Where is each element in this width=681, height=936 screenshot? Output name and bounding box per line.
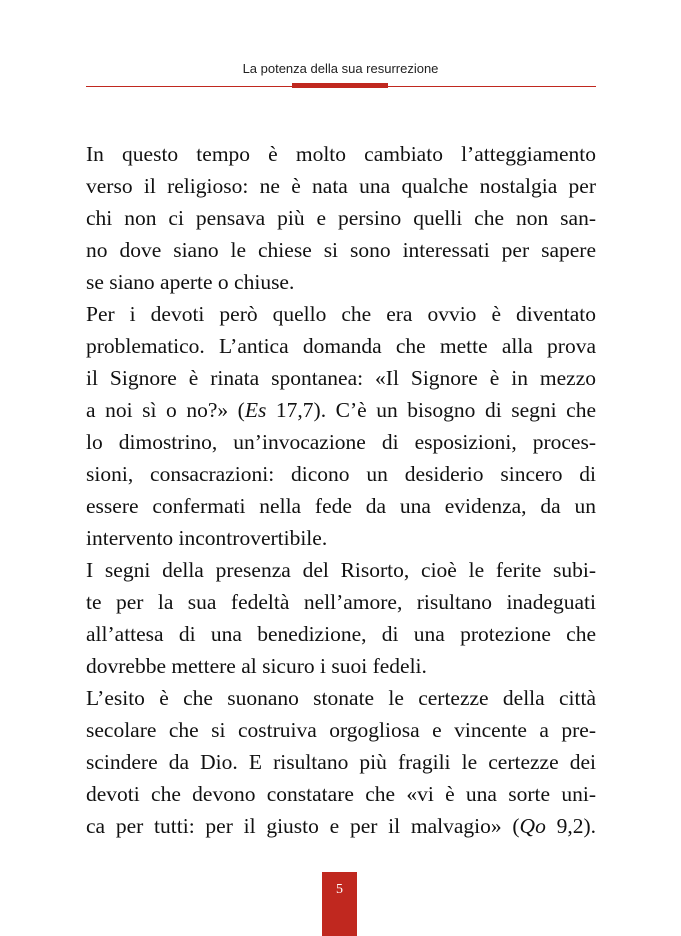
text-line-mixed xyxy=(86,810,596,842)
text-line: chi non ci pensava più e persino quelli che non san- xyxy=(86,206,596,230)
text-line: secolare che si costruiva orgogliosa e vincente a pre- xyxy=(86,718,596,742)
text-line: il Signore è rinata spontanea: «Il Signore è in mezzo xyxy=(86,366,596,390)
text-line: scindere da Dio. E risultano più fragili le certezze dei xyxy=(86,750,596,774)
text-line: intervento incontrovertibile. xyxy=(86,526,328,550)
paragraph-4 xyxy=(86,682,596,842)
text-line: all’attesa di una benedizione, di una protezione che xyxy=(86,622,596,646)
text-line: L’esito è che suonano stonate le certezze della città xyxy=(86,686,596,710)
running-header-title: La potenza della sua resurrezione xyxy=(242,61,439,76)
text-line: te per la sua fedeltà nell’amore, risultano inadeguati xyxy=(86,590,596,614)
paragraph-3 xyxy=(86,554,596,682)
text-fragment: a noi sì o no?» ( xyxy=(86,398,245,422)
text-fragment: 9,2). xyxy=(545,814,596,838)
text-line: devoti che devono constatare che «vi è una sorte uni- xyxy=(86,782,596,806)
paragraph-1 xyxy=(86,138,596,298)
text-line: no dove siano le chiese si sono interessati per sapere xyxy=(86,238,596,262)
text-line: problematico. L’antica domanda che mette alla prova xyxy=(86,334,596,358)
text-line-mixed xyxy=(86,394,596,426)
text-line: lo dimostrino, un’invocazione di esposizioni, proces- xyxy=(86,430,596,454)
citation-book: Es xyxy=(244,398,267,422)
text-line: dovrebbe mettere al sicuro i suoi fedeli. xyxy=(86,654,427,678)
text-line: In questo tempo è molto cambiato l’atteggiamento xyxy=(86,142,596,166)
header-accent-bar xyxy=(292,83,388,88)
text-line: se siano aperte o chiuse. xyxy=(86,270,295,294)
body-text xyxy=(86,138,596,842)
paragraph-2 xyxy=(86,298,596,554)
text-fragment: 17,7). C’è un bisogno di segni che xyxy=(266,398,596,422)
text-line: essere confermati nella fede da una evidenza, da un xyxy=(86,494,596,518)
text-line: sioni, consacrazioni: dicono un desiderio sincero di xyxy=(86,462,596,486)
text-line: verso il religioso: ne è nata una qualche nostalgia per xyxy=(86,174,596,198)
text-fragment: ca per tutti: per il giusto e per il malvagio» ( xyxy=(86,814,520,838)
page-number: 5 xyxy=(336,882,343,897)
page-number-tab xyxy=(322,872,357,936)
text-line: I segni della presenza del Risorto, cioè le ferite subi- xyxy=(86,558,596,582)
citation-book: Qo xyxy=(519,814,546,838)
text-line: Per i devoti però quello che era ovvio è diventato xyxy=(86,302,596,326)
